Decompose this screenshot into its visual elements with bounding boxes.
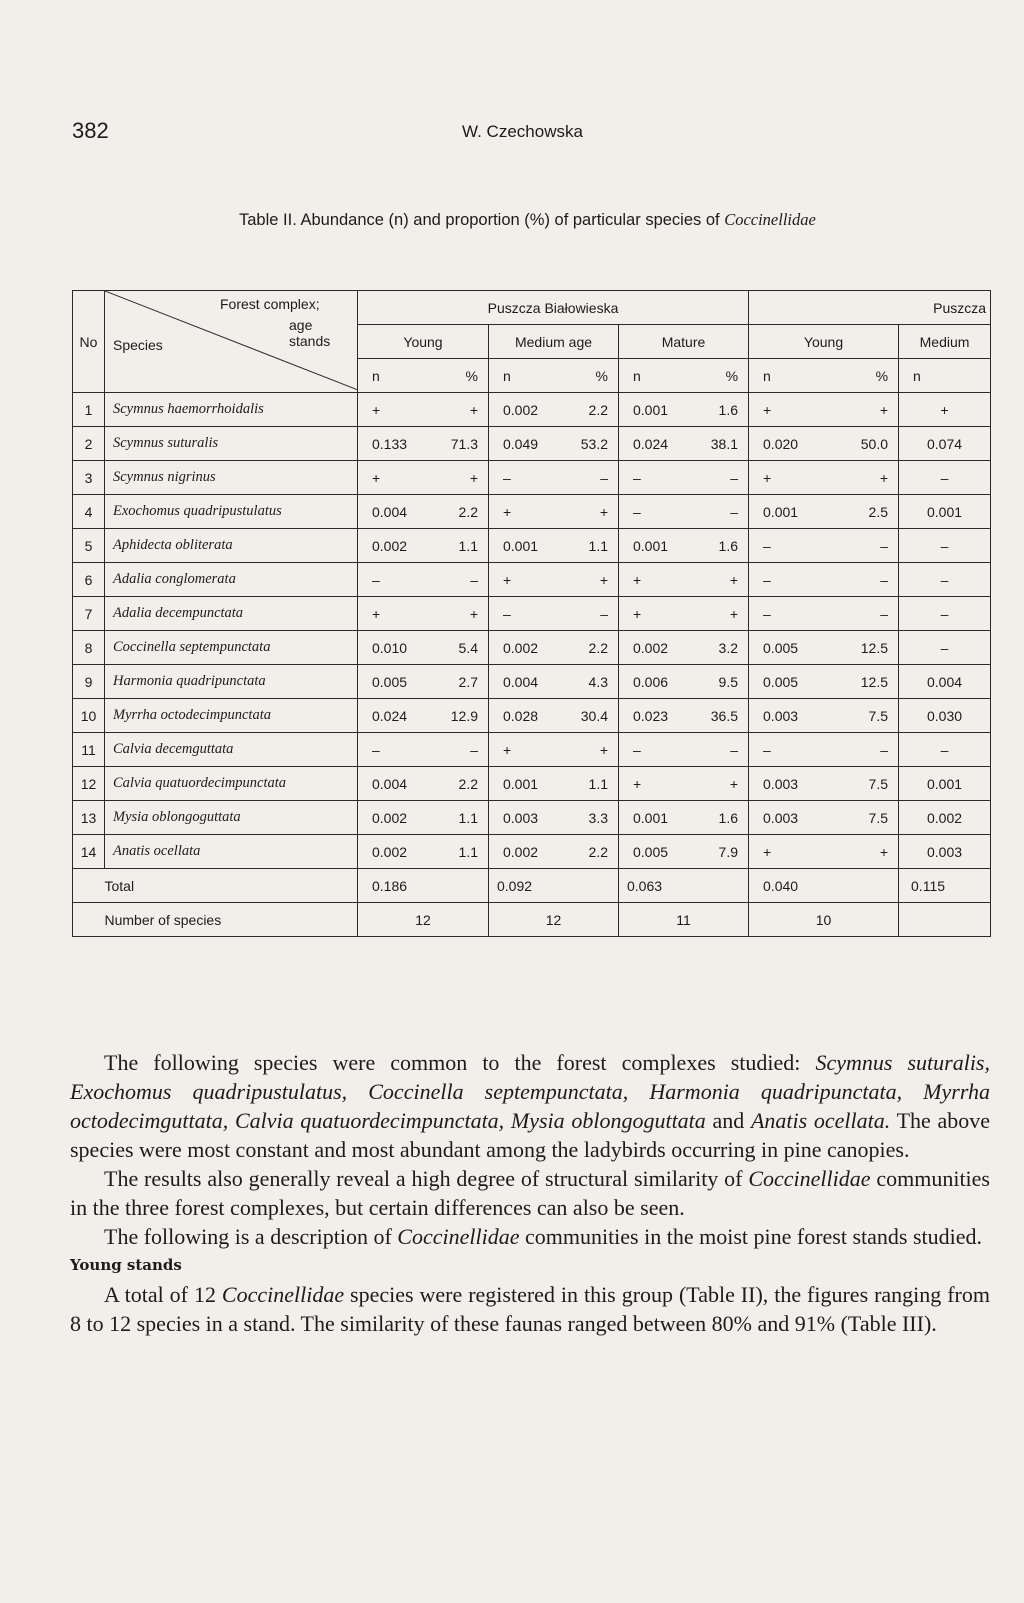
pct-value: – [730,503,739,520]
value-cell [619,699,749,733]
n-value: 0.005 [763,639,799,656]
n-value: – [633,469,641,486]
n-value: 0.001 [633,537,669,554]
value-cell [619,495,749,529]
pct-value: – [600,605,608,622]
pct-value: 2.2 [588,843,608,860]
group-header-puszcza: Puszcza [749,291,991,325]
value-cell [749,665,899,699]
species-name: Scymnus nigrinus [105,461,358,495]
n-value: + [899,393,991,427]
pct-value: 12.5 [860,673,889,690]
n-value: – [899,461,991,495]
species-name: Myrrha octodecimpunctata [105,699,358,733]
unit-n: n [913,367,921,384]
n-value: 0.001 [899,767,991,801]
pct-value: + [729,605,739,622]
table-caption [239,210,999,230]
total-row [73,869,991,903]
row-number: 14 [73,835,105,869]
n-value: 0.001 [633,809,669,826]
pct-value: 53.2 [580,435,608,452]
paragraph: The following species were common to the forest complexes studied: Scymnus suturalis, Exochomus quadripustulatus, Coccinella septempunctata, Harmonia quadripunctata, Myrrha octodecimguttata, Calvia quatuordecimpunctata, Mysia oblongoguttata and Anatis ocellata. The above species were most constant and most abundant among the ladybirds occurring in pine canopies. [70,1050,990,1162]
value-cell [489,597,619,631]
table-row [73,461,991,495]
pct-value: 12.5 [860,639,889,656]
col-header-no: No [73,291,105,393]
n-value: + [633,605,642,622]
value-cell [489,563,619,597]
value-cell [358,631,489,665]
n-value: – [372,741,380,758]
body-text [70,1048,990,1338]
species-name: Mysia oblongoguttata [105,801,358,835]
value-cell [489,699,619,733]
row-number: 11 [73,733,105,767]
pct-value: 2.2 [588,401,608,418]
pct-value: – [600,469,608,486]
value-cell [619,563,749,597]
subheader-mature: Mature [619,325,749,359]
n-value: – [633,503,641,520]
unit-pct: % [465,367,478,384]
species-name: Scymnus haemorrhoidalis [105,393,358,427]
pct-value: + [879,469,889,486]
value-cell [358,529,489,563]
value-cell [489,767,619,801]
table-row [73,665,991,699]
subheader-medium-age: Medium age [489,325,619,359]
n-value: 0.001 [503,775,539,792]
page-header [72,118,952,148]
group-header-bialowieska: Puszcza Białowieska [358,291,749,325]
pct-value: + [599,741,608,758]
pct-value: 12.9 [450,707,478,724]
abundance-table [72,290,991,937]
header-row-1 [73,291,991,325]
n-value: 0.002 [503,401,539,418]
pct-value: 2.2 [588,639,608,656]
n-value: + [372,605,381,622]
n-value: 0.002 [372,537,408,554]
n-value: 0.006 [633,673,669,690]
row-number: 7 [73,597,105,631]
value-cell [489,427,619,461]
n-value: + [372,401,381,418]
pct-value: + [599,571,608,588]
pct-value: 3.2 [718,639,739,656]
label-forest-complex: Forest complex; [220,296,320,312]
n-value: 0.020 [763,435,799,452]
pct-value: 3.3 [588,809,608,826]
pct-value: 71.3 [450,435,478,452]
table-row [73,393,991,427]
pct-value: 1.1 [588,537,608,554]
species-name: Coccinella septempunctata [105,631,358,665]
value-cell [749,563,899,597]
table-row [73,699,991,733]
value-cell [489,631,619,665]
value-cell [489,733,619,767]
pct-value: 1.1 [458,809,478,826]
n-value: – [503,605,511,622]
n-value: + [633,775,642,792]
unit-n: n [503,367,511,384]
value-cell [749,835,899,869]
unit-n: n [763,367,771,384]
n-value: 0.004 [503,673,539,690]
table-row [73,767,991,801]
species-name: Exochomus quadripustulatus [105,495,358,529]
table-row [73,835,991,869]
n-value: + [503,571,512,588]
paragraph: A total of 12 Coccinellidae species were registered in this group (Table II), the figures ranging from 8 to 12 species in a stand. The similarity of these faunas ranged between 80% and 91% (Table III). [70,1282,990,1336]
pct-value: – [470,571,478,588]
table-row [73,597,991,631]
pct-value: 1.6 [718,537,739,554]
value-cell [358,801,489,835]
n-value: 0.005 [763,673,799,690]
caption-prefix: Table II. Abundance (n) and proportion (%) of particular species of [239,211,725,229]
n-value: – [899,631,991,665]
total-value: 0.092 [489,869,619,903]
value-cell [358,597,489,631]
pct-value: 1.1 [458,843,478,860]
value-cell [749,733,899,767]
unit-pct: % [875,367,889,384]
n-value: + [633,571,642,588]
pct-value: 2.2 [458,775,478,792]
n-value: 0.074 [899,427,991,461]
value-cell [749,801,899,835]
n-value: 0.001 [899,495,991,529]
n-value: 0.002 [503,639,539,656]
pct-value: 1.1 [458,537,478,554]
n-value: 0.133 [372,435,408,452]
row-number: 3 [73,461,105,495]
pct-value: + [469,469,478,486]
pct-value: + [879,843,889,860]
value-cell [489,801,619,835]
value-cell [619,801,749,835]
n-value: 0.004 [899,665,991,699]
pct-value: 2.2 [458,503,478,520]
value-cell [619,835,749,869]
value-cell [749,393,899,427]
unit-header [489,359,619,393]
n-value: 0.005 [633,843,669,860]
n-value: 0.002 [633,639,669,656]
subheader-young: Young [358,325,489,359]
n-value: 0.002 [372,809,408,826]
n-value: 0.002 [372,843,408,860]
running-head: W. Czechowska [462,122,583,141]
n-value: 0.003 [763,707,799,724]
n-value: – [763,571,771,588]
total-value: 0.186 [358,869,489,903]
species-name: Adalia conglomerata [105,563,358,597]
n-value: 0.002 [899,801,991,835]
pct-value: 1.6 [718,809,739,826]
row-number: 10 [73,699,105,733]
n-value: 0.024 [633,435,669,452]
row-number: 4 [73,495,105,529]
unit-header [358,359,489,393]
value-cell [358,835,489,869]
row-number: 9 [73,665,105,699]
row-number: 6 [73,563,105,597]
species-count-value: 11 [619,903,749,937]
n-value: 0.010 [372,639,408,656]
value-cell [489,461,619,495]
section-heading: Young stands [70,1256,182,1274]
pct-value: + [599,503,608,520]
value-cell [619,529,749,563]
pct-value: – [880,605,889,622]
pct-value: 50.0 [860,435,889,452]
paragraph: The results also generally reveal a high degree of structural similarity of Coccinellidae communities in the three forest complexes, but certain differences can also be seen. [70,1166,990,1220]
n-value: – [763,537,771,554]
pct-value: + [469,401,478,418]
value-cell [619,665,749,699]
row-number: 13 [73,801,105,835]
n-value: – [899,529,991,563]
species-name: Calvia quatuordecimpunctata [105,767,358,801]
pct-value: – [730,469,739,486]
n-value: – [899,597,991,631]
table-row [73,495,991,529]
species-count-label: Number of species [105,903,358,937]
n-value: 0.005 [372,673,408,690]
pct-value: + [729,571,739,588]
value-cell [489,835,619,869]
species-count-value: 10 [749,903,899,937]
total-value: 0.063 [619,869,749,903]
table-row [73,529,991,563]
n-value: + [763,401,772,418]
value-cell [358,393,489,427]
table-row [73,563,991,597]
subheader-young-2: Young [749,325,899,359]
pct-value: 38.1 [710,435,739,452]
species-name: Aphidecta obliterata [105,529,358,563]
n-value: 0.049 [503,435,539,452]
n-value: 0.003 [503,809,539,826]
row-number: 5 [73,529,105,563]
pct-value: – [880,741,889,758]
caption-taxon: Coccinellidae [724,210,816,229]
value-cell [749,631,899,665]
page-number: 382 [72,118,109,143]
value-cell [619,733,749,767]
pct-value: + [879,401,889,418]
pct-value: 30.4 [580,707,608,724]
pct-value: 5.4 [458,639,478,656]
n-value: 0.028 [503,707,539,724]
value-cell [749,495,899,529]
unit-header [899,359,991,393]
n-value: – [372,571,380,588]
unit-header [619,359,749,393]
value-cell [489,529,619,563]
pct-value: 4.3 [588,673,608,690]
species-count-value: 12 [358,903,489,937]
row-number: 2 [73,427,105,461]
value-cell [358,563,489,597]
value-cell [358,733,489,767]
pct-value: 36.5 [710,707,739,724]
pct-value: 7.5 [868,809,889,826]
value-cell [749,461,899,495]
n-value: – [763,605,771,622]
table-row [73,427,991,461]
diagonal-header-cell [105,291,358,393]
label-species: Species [113,337,163,353]
species-name: Anatis ocellata [105,835,358,869]
species-name: Adalia decempunctata [105,597,358,631]
table-row [73,631,991,665]
species-count-value: 12 [489,903,619,937]
species-name: Harmonia quadripunctata [105,665,358,699]
n-value: 0.001 [763,503,799,520]
n-value: + [372,469,381,486]
species-name: Scymnus suturalis [105,427,358,461]
n-value: 0.003 [763,775,799,792]
label-age-stands: age stands [289,317,331,349]
value-cell [358,495,489,529]
species-count-value [899,903,991,937]
value-cell [619,631,749,665]
pct-value: – [730,741,739,758]
unit-pct: % [725,367,739,384]
value-cell [489,393,619,427]
table-row [73,733,991,767]
n-value: + [503,503,512,520]
n-value: 0.003 [899,835,991,869]
n-value: – [763,741,771,758]
n-value: + [503,741,512,758]
n-value: 0.023 [633,707,669,724]
table-row [73,801,991,835]
unit-n: n [633,367,641,384]
n-value: – [633,741,641,758]
paragraph: The following is a description of Coccinellidae communities in the moist pine forest stands studied. [104,1224,983,1249]
value-cell [358,461,489,495]
pct-value: 9.5 [718,673,739,690]
subheader-medium: Medium [899,325,991,359]
pct-value: – [880,571,889,588]
unit-header [749,359,899,393]
value-cell [489,495,619,529]
n-value: 0.004 [372,775,408,792]
n-value: + [763,843,772,860]
value-cell [749,529,899,563]
total-value: 0.115 [899,869,991,903]
value-cell [749,427,899,461]
pct-value: 7.5 [868,775,889,792]
value-cell [358,665,489,699]
pct-value: + [469,605,478,622]
n-value: – [899,563,991,597]
value-cell [619,461,749,495]
value-cell [358,699,489,733]
value-cell [489,665,619,699]
value-cell [619,427,749,461]
value-cell [358,767,489,801]
row-number: 8 [73,631,105,665]
value-cell [619,767,749,801]
pct-value: 7.9 [718,843,739,860]
n-value: 0.001 [503,537,539,554]
pct-value: 1.1 [588,775,608,792]
unit-pct: % [595,367,608,384]
n-value: 0.003 [763,809,799,826]
n-value: – [503,469,511,486]
pct-value: 2.5 [868,503,889,520]
unit-n: n [372,367,380,384]
pct-value: 2.7 [458,673,478,690]
n-value: 0.030 [899,699,991,733]
n-value: 0.001 [633,401,669,418]
value-cell [749,699,899,733]
total-label: Total [105,869,358,903]
row-number: 12 [73,767,105,801]
row-number: 1 [73,393,105,427]
n-value: + [763,469,772,486]
n-value: 0.002 [503,843,539,860]
value-cell [749,597,899,631]
n-value: 0.024 [372,707,408,724]
pct-value: – [470,741,478,758]
species-name: Calvia decemguttata [105,733,358,767]
pct-value: 7.5 [868,707,889,724]
value-cell [619,393,749,427]
total-value: 0.040 [749,869,899,903]
n-value: – [899,733,991,767]
n-value: 0.004 [372,503,408,520]
species-count-row [73,903,991,937]
pct-value: 1.6 [718,401,739,418]
value-cell [619,597,749,631]
pct-value: + [729,775,739,792]
pct-value: – [880,537,889,554]
value-cell [358,427,489,461]
value-cell [749,767,899,801]
